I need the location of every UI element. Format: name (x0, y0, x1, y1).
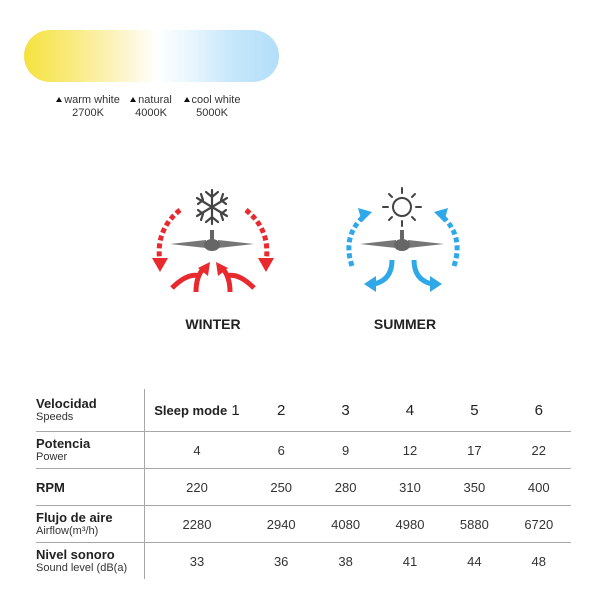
temp-label-cool: cool white 5000K (167, 94, 257, 120)
table-cell: 2280 (145, 506, 250, 543)
temp-label-natural: natural 4000K (106, 94, 196, 120)
winter-fan-icon (140, 180, 290, 300)
ceiling-fan-icon (170, 230, 254, 251)
table-cell: 9 (313, 432, 377, 469)
table-cell: 12 (378, 432, 442, 469)
ceiling-fan-icon (360, 230, 444, 251)
row-label: Flujo de aire Airflow(m³/h) (36, 506, 145, 543)
table-cell: 220 (145, 469, 250, 506)
table-cell: 36 (249, 543, 313, 580)
table-cell: 41 (378, 543, 442, 580)
table-row-airflow (36, 506, 571, 543)
temp-label-warm: warm white 2700K (43, 94, 133, 120)
table-row-sound-level (36, 543, 571, 580)
speed-cell: 2 (277, 401, 286, 419)
sun-icon (383, 188, 421, 226)
table-row-rpm (36, 469, 571, 506)
speed-cell: 4 (405, 401, 415, 419)
table-cell: 310 (378, 469, 442, 506)
summer-label: SUMMER (373, 316, 437, 332)
table-cell: 48 (507, 543, 571, 580)
row-label: Potencia Power (36, 432, 145, 469)
table-cell: 350 (442, 469, 506, 506)
speed-cell: 3 (341, 401, 350, 419)
table-cell: 280 (313, 469, 377, 506)
table-cell: 6720 (507, 506, 571, 543)
specifications-table (36, 389, 571, 579)
table-cell: 5880 (442, 506, 506, 543)
row-label: Nivel sonoro Sound level (dB(a) (36, 543, 145, 580)
caret-up-icon (130, 97, 136, 102)
speed-cell: 6 (534, 401, 543, 419)
table-cell: 2940 (249, 506, 313, 543)
summer-fan-icon (330, 180, 480, 300)
speed-sleep-cell: Sleep mode 1 (154, 401, 240, 419)
snowflake-icon (197, 190, 227, 224)
speed-cell: 5 (470, 401, 479, 419)
color-temperature-bar (24, 30, 279, 82)
table-cell: 22 (507, 432, 571, 469)
table-cell: 17 (442, 432, 506, 469)
row-label: Velocidad Speeds (36, 389, 145, 432)
table-row-speeds (36, 389, 571, 432)
caret-up-icon (184, 97, 190, 102)
table-cell: 4 (145, 432, 250, 469)
table-cell: 6 (249, 432, 313, 469)
table-cell: 250 (249, 469, 313, 506)
winter-label: WINTER (185, 316, 241, 332)
table-cell: 33 (145, 543, 250, 580)
caret-up-icon (56, 97, 62, 102)
table-cell: 44 (442, 543, 506, 580)
table-cell: 38 (313, 543, 377, 580)
row-label: RPM (36, 469, 145, 506)
table-row-power (36, 432, 571, 469)
table-cell: 4080 (313, 506, 377, 543)
table-cell: 4980 (378, 506, 442, 543)
table-cell: 400 (507, 469, 571, 506)
